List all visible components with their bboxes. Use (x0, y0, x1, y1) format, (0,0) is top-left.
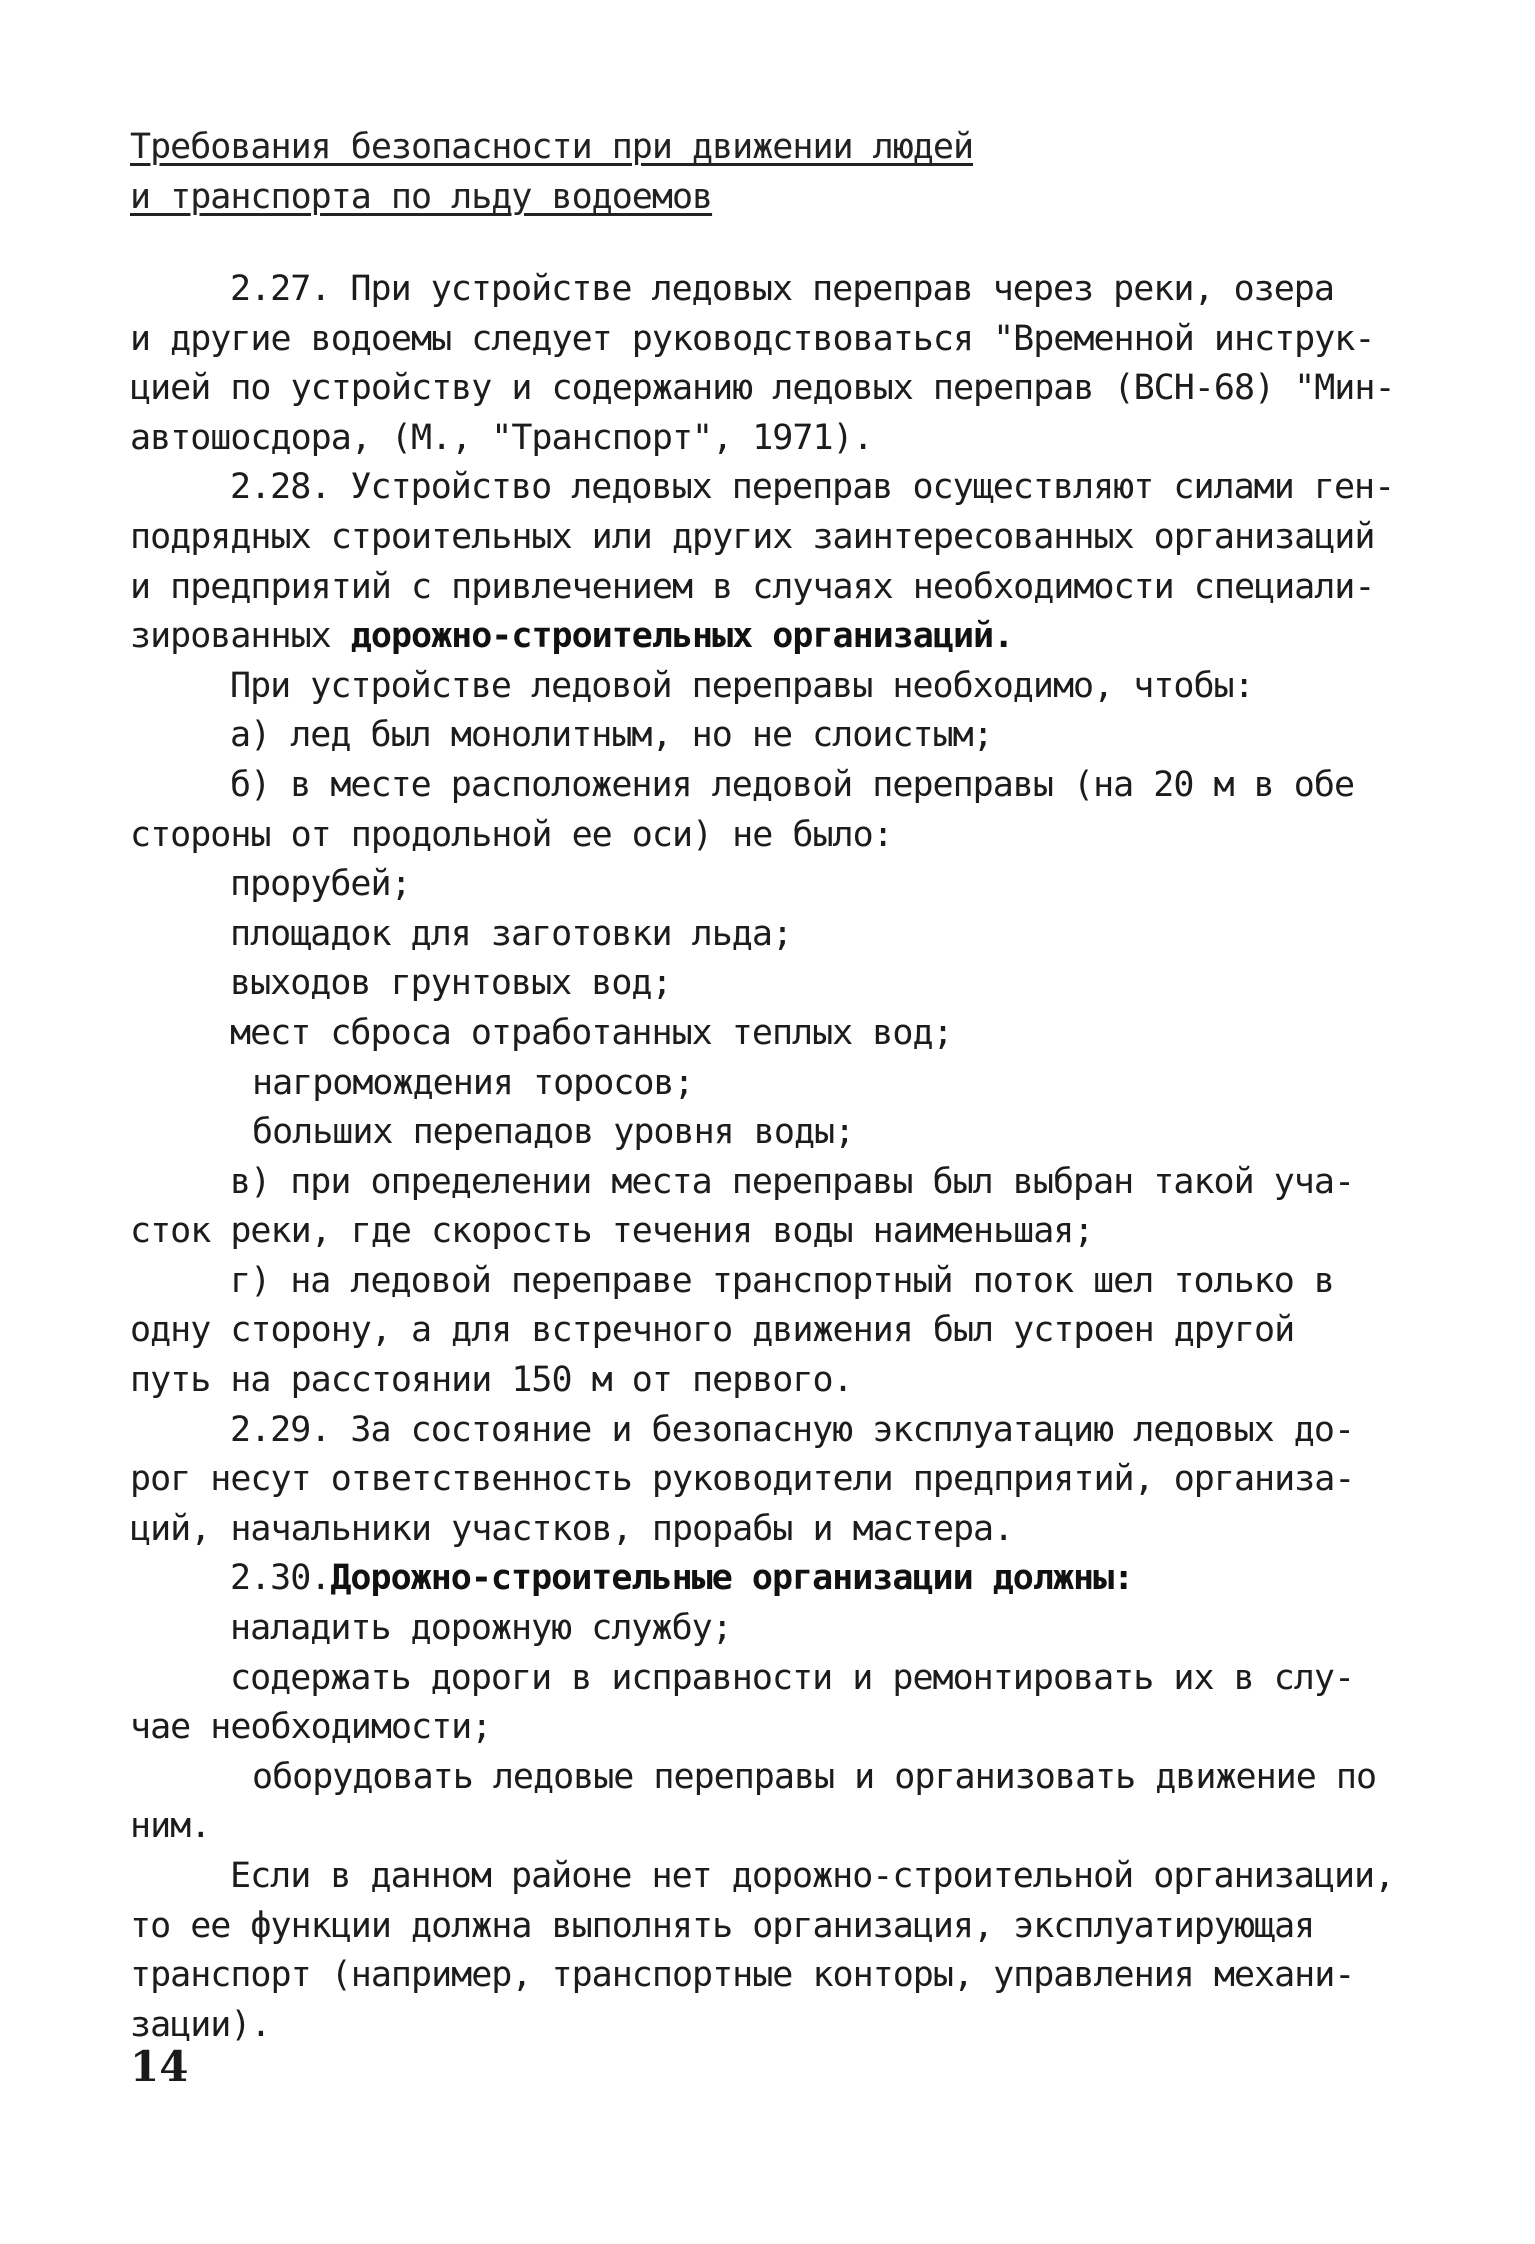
text-line-content: транспорт (например, транспортные конторы, управления механи- (130, 1955, 1355, 1996)
text-line-content: б) в месте расположения ледовой переправы (на 20 м в обе (230, 764, 1355, 805)
section-heading (130, 122, 973, 222)
text-line (130, 1604, 1420, 1654)
text-line-content: 2.28. Устройство ледовых переправ осуществляют силами ген- (230, 467, 1395, 508)
text-line (130, 1554, 1420, 1604)
text-line (130, 1356, 1420, 1406)
text-line (130, 1108, 1420, 1158)
text-line (130, 860, 1420, 910)
text-line (130, 1257, 1420, 1307)
text-line-content: 2.27. При устройстве ледовых переправ через реки, озера (230, 269, 1334, 309)
text-line (130, 612, 1420, 662)
text-line (130, 662, 1420, 712)
text-line (130, 1902, 1420, 1952)
text-line-content: мест сброса отработанных теплых вод; (230, 1012, 953, 1053)
text-line (130, 463, 1420, 513)
text-line-content: наладить дорожную службу; (230, 1608, 732, 1649)
section-heading-line-1: Требования безопасности при движении людей (130, 127, 974, 167)
text-line-content: Если в данном районе нет дорожно-строительной организации, (230, 1856, 1395, 1896)
text-line-content: в) при определении места переправы был выбран такой уча- (230, 1161, 1355, 1202)
body-text (130, 265, 1420, 2050)
text-line-content: 2.30. (230, 1558, 331, 1599)
text-line (130, 811, 1420, 861)
text-line-content: зированных (130, 616, 351, 657)
text-line-content: прорубей; (230, 864, 411, 905)
text-line-content: а) лед был монолитным, но не слоистым; (230, 715, 993, 756)
text-line (130, 910, 1420, 960)
page-number: 14 (130, 2042, 189, 2091)
text-line-content: сток реки, где скорость течения воды наименьшая; (130, 1211, 1094, 1252)
text-line (130, 1753, 1420, 1803)
text-line (130, 761, 1420, 811)
text-line (130, 513, 1420, 563)
text-line (130, 1951, 1420, 2001)
text-line (130, 414, 1420, 464)
text-line-content: 2.29. За состояние и безопасную эксплуатацию ледовых до- (230, 1409, 1355, 1450)
text-line (130, 1406, 1420, 1456)
text-line (130, 1306, 1420, 1356)
text-line-content: оборудовать ледовые переправы и организовать движение по (252, 1756, 1377, 1797)
text-line-content: чае необходимости; (130, 1707, 492, 1748)
text-line-content: одну сторону, а для встречного движения был устроен другой (130, 1310, 1295, 1351)
text-line-content: нагромождения торосов; (252, 1062, 694, 1103)
text-line (130, 1207, 1420, 1257)
text-line (130, 2001, 1420, 2051)
text-line-content: При устройстве ледовой переправы необходимо, чтобы: (230, 665, 1254, 706)
text-line-content: зации). (130, 2004, 271, 2045)
text-line-content: путь на расстоянии 150 м от первого. (130, 1360, 853, 1401)
text-line (130, 364, 1420, 414)
text-line (130, 315, 1420, 365)
text-line (130, 1654, 1420, 1704)
text-line-content: содержать дороги в исправности и ремонтировать их в слу- (230, 1657, 1355, 1698)
text-line-content: то ее функции должна выполнять организация, эксплуатирующая (130, 1905, 1315, 1946)
text-line-content: и предприятий с привлечением в случаях необходимости специали- (130, 566, 1375, 607)
text-line-content: цией по устройству и содержанию ледовых переправ (ВСН-68) "Мин- (130, 368, 1395, 409)
text-line (130, 711, 1420, 761)
text-line-bold-part: дорожно-строительных организаций. (350, 616, 1014, 657)
text-line-content: выходов грунтовых вод; (230, 963, 672, 1004)
text-line (130, 1852, 1420, 1902)
text-line-bold-part: Дорожно-строительные организации должны: (330, 1558, 1134, 1599)
text-line-content: ним. (130, 1806, 211, 1847)
text-line (130, 1703, 1420, 1753)
text-line-content: ций, начальники участков, прорабы и мастера. (130, 1508, 1014, 1549)
text-line-content: подрядных строительных или других заинтересованных организаций (130, 516, 1375, 557)
text-line (130, 1802, 1420, 1852)
text-line-content: площадок для заготовки льда; (230, 913, 793, 954)
text-line (130, 265, 1420, 315)
text-line-content: больших перепадов уровня воды; (252, 1112, 855, 1153)
text-line-content: рог несут ответственность руководители предприятий, организа- (130, 1459, 1355, 1500)
section-heading-line-2: и транспорта по льду водоемов (130, 177, 713, 217)
text-line (130, 1505, 1420, 1555)
text-line-content: автошосдора, (М., "Транспорт", 1971). (130, 417, 873, 458)
text-line-content: г) на ледовой переправе транспортный поток шел только в (230, 1260, 1334, 1301)
text-line-content: и другие водоемы следует руководствоваться "Временной инструк- (130, 318, 1375, 359)
text-line (130, 1455, 1420, 1505)
text-line (130, 1009, 1420, 1059)
text-line (130, 563, 1420, 613)
text-line (130, 1158, 1420, 1208)
text-line (130, 1059, 1420, 1109)
text-line-content: стороны от продольной ее оси) не было: (130, 814, 893, 855)
text-line (130, 959, 1420, 1009)
